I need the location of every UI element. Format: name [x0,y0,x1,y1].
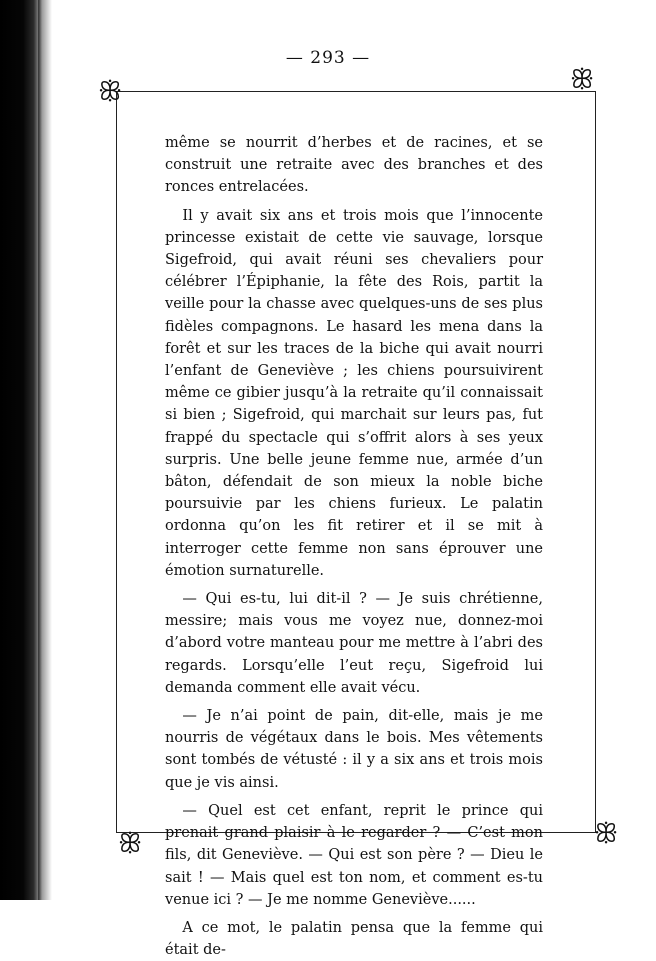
paragraph: — Je n’ai point de pain, dit-elle, mais je me nourris de végétaux dans le bois. Mes vêtements sont tombés de vétusté : il y a six ans et trois mois que je vis ainsi. [165,708,543,791]
page-number: — 293 — [285,48,371,68]
gutter-shadow [38,0,52,900]
paragraph: — Quel est cet enfant, reprit le prince qui prenait grand plaisir à le regarder ? — C’est mon fils, dit Geneviève. — Qui est son père ? — Dieu le sait ! — Mais quel est ton nom, et comment es-tu venue ici ? — Je me nomme Geneviève...... [165,802,543,908]
corner-ornament-top-right-icon: ꕥ [570,65,595,95]
paragraph: Il y avait six ans et trois mois que l’innocente princesse existait de cette vie sauvage, lorsque Sigefroid, qui avait réuni ses chevaliers pour célébrer l’Épiphanie, la fête des Rois, partit la veille pour la chasse avec quelques-uns de ses plus fidèles compagnons. Le hasard les mena dans la forêt et sur les traces de la biche qui avait nourri l’enfant de Geneviève ; les chiens poursuivirent même ce gibier jusqu’à la retraite qu’il connaissait si bien ; Sigefroid, qui marchait sur leurs pas, fut frappé du spectacle qui s’offrit alors à ses yeux surpris. Une belle jeune femme nue, armée d’un bâton, défendait de son mieux la noble biche poursuivie par les chiens furieux. Le palatin ordonna qu’on les fit retirer et il se mit à interroger cette femme non sans éprouver une émotion surnaturelle. [165,207,543,579]
corner-ornament-top-left-icon: ꕥ [98,77,123,107]
body-text [165,132,543,961]
corner-ornament-bottom-right-icon: ꕥ [594,819,619,849]
corner-ornament-bottom-left-icon: ꕥ [118,829,143,859]
paragraph: — Qui es-tu, lui dit-il ? — Je suis chrétienne, messire; mais vous me voyez nue, donnez-moi d’abord votre manteau pour me mettre à l’abri des regards. Lorsqu’elle l’eut reçu, Sigefroid lui demanda comment elle avait vécu. [165,591,543,696]
paragraph: même se nourrit d’herbes et de racines, et se construit une retraite avec des branches et des ronces entrelacées. [165,135,543,196]
book-spine-shadow [0,0,42,900]
paragraph: A ce mot, le palatin pensa que la femme qui était de- [165,919,543,959]
